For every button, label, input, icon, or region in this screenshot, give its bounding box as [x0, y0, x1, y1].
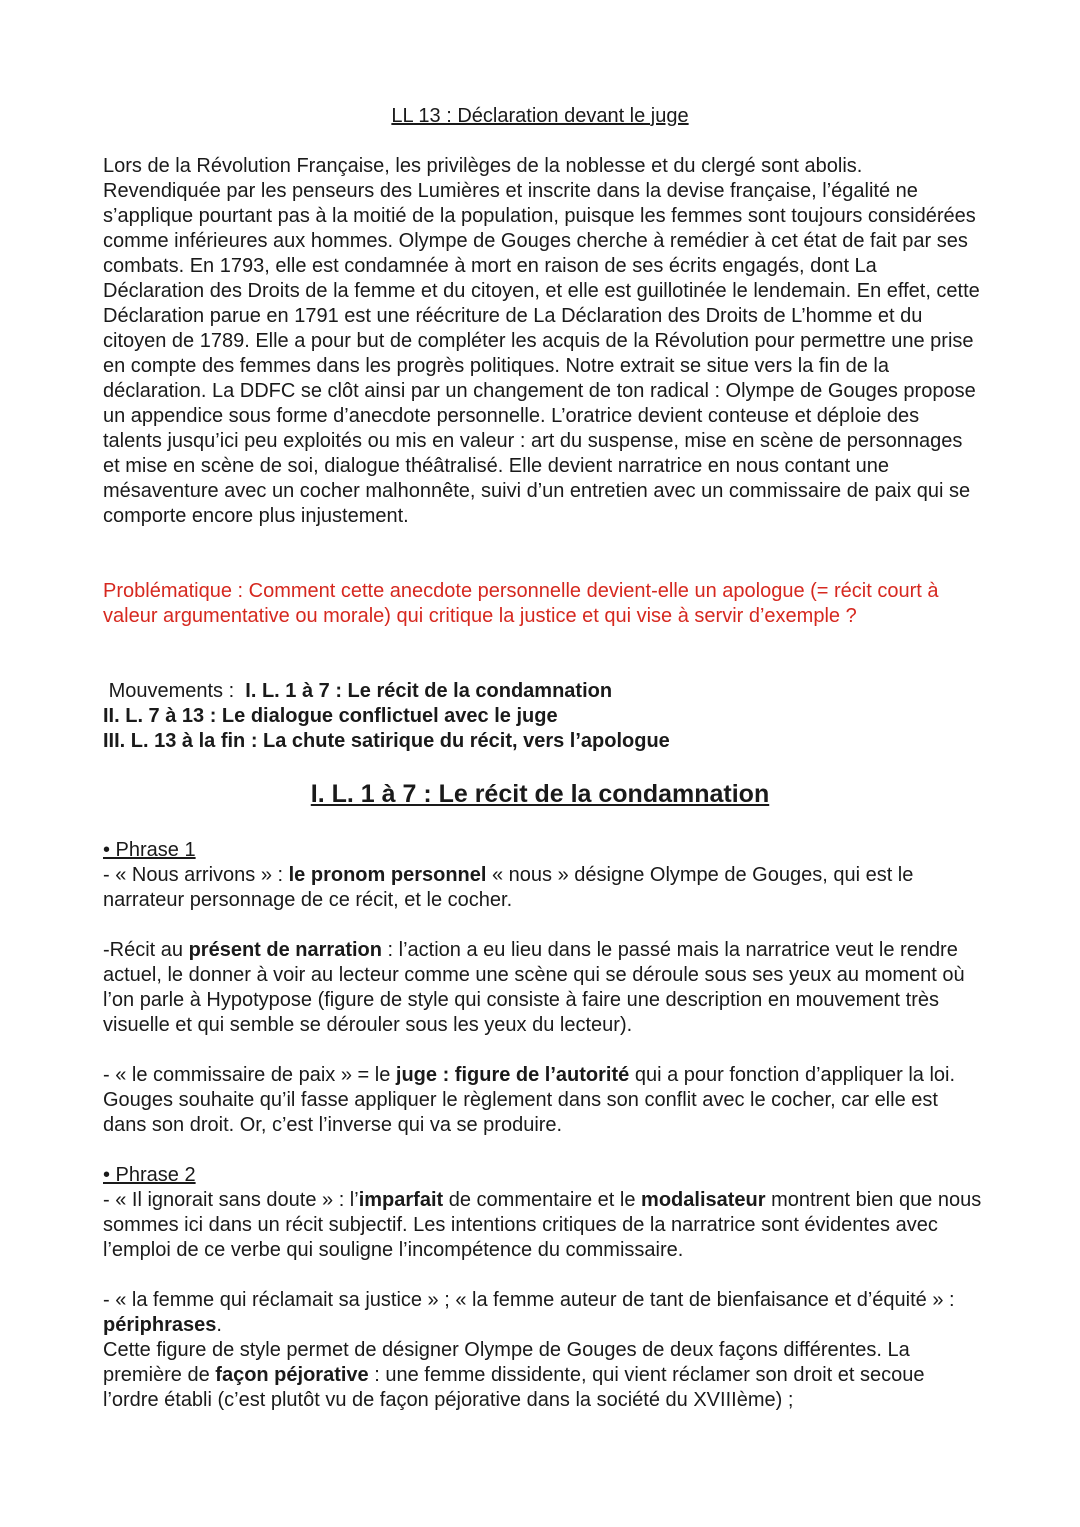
phrase-2-heading: • Phrase 2 [103, 1164, 196, 1186]
phrase-1-point-1: - « Nous arrivons » : le pronom personnel « nous » désigne Olympe de Gouges, qui est le narrateur personnage de ce récit, et le cocher. [103, 864, 914, 911]
phrase-2-point-3: Cette figure de style permet de désigner Olympe de Gouges de deux façons différentes. La première de façon péjorative : une femme dissidente, qui vient réclamer son droit et secoue l’ordre établi (c’est plutôt vu de façon péjorative dans la société du XVIIIème) ; [103, 1339, 925, 1411]
phrase-2-point-1: - « Il ignorait sans doute » : l’imparfait de commentaire et le modalisateur montrent bien que nous sommes ici dans un récit subjectif. Les intentions critiques de la narratrice sont évidentes avec l’emploi de ce verbe qui souligne l’incompétence du commissaire. [103, 1189, 982, 1261]
mouvement-2: II. L. 7 à 13 : Le dialogue conflictuel avec le juge [103, 705, 558, 727]
phrase-1-point-3: - « le commissaire de paix » = le juge : figure de l’autorité qui a pour fonction d’appliquer la loi. Gouges souhaite qu’il fasse appliquer le règlement dans son conflit avec le cocher, car elle est dans son droit. Or, c’est l’inverse qui va se produire. [103, 1064, 956, 1136]
section-1-title: I. L. 1 à 7 : Le récit de la condamnation [310, 780, 770, 808]
mouvements-label: Mouvements : [108, 680, 235, 702]
phrase-1-point-2: -Récit au présent de narration : l’action a eu lieu dans le passé mais la narratrice veut le rendre actuel, le donner à voir au lecteur comme une scène qui se déroule sous ses yeux au moment où l’on parle à Hypotypose (figure de style qui consiste à faire une description en mouvement très visuelle et qui semble se dérouler sous les yeux du lecteur). [103, 939, 965, 1036]
phrase-1-heading: • Phrase 1 [103, 839, 196, 861]
problematique-paragraph: Problématique : Comment cette anecdote personnelle devient-elle un apologue (= récit court à valeur argumentative ou morale) qui critique la justice et qui vise à servir d’exemple ? [103, 580, 939, 627]
phrase-2-point-2: - « la femme qui réclamait sa justice » ; « la femme auteur de tant de bienfaisance et d’équité » : périphrases. [103, 1289, 955, 1336]
mouvement-1: Mouvements : I. L. 1 à 7 : Le récit de la condamnation [108, 680, 613, 702]
document-title: LL 13 : Déclaration devant le juge [391, 105, 689, 127]
mouvements-list [103, 679, 983, 754]
mouvement-3: III. L. 13 à la fin : La chute satirique du récit, vers l’apologue [103, 730, 670, 752]
introduction-paragraph: Lors de la Révolution Française, les privilèges de la noblesse et du clergé sont abolis. Revendiquée par les penseurs des Lumières et inscrite dans la devise française, l’égalité ne s’applique pourtant pas à la moitié de la population, puisque les femmes sont toujours considérées comme inférieures aux hommes. Olympe de Gouges cherche à remédier à cet état de fait par ses combats. En 1793, elle est condamnée à mort en raison de ses écrits engagés, dont La Déclaration des Droits de la femme et du citoyen, et elle est guillotinée le lendemain. En effet, cette Déclaration parue en 1791 est une réécriture de La Déclaration des Droits de L’homme et du citoyen de 1789. Elle a pour but de compléter les acquis de la Révolution pour permettre une prise en compte des femmes dans les progrès politiques. Notre extrait se situe vers la fin de la déclaration. La DDFC se clôt ainsi par un changement de ton radical : Olympe de Gouges propose un appendice sous forme d’anecdote personnelle. L’oratrice devient conteuse et déploie des talents jusqu’ici peu exploités ou mis en valeur : art du suspense, mise en scène de personnages et mise en scène de soi, dialogue théâtralisé. Elle devient narratrice en nous contant une mésaventure avec un cocher malhonnête, suivi d’un entretien avec un commissaire de paix qui se comporte encore plus injustement. [103, 155, 980, 527]
